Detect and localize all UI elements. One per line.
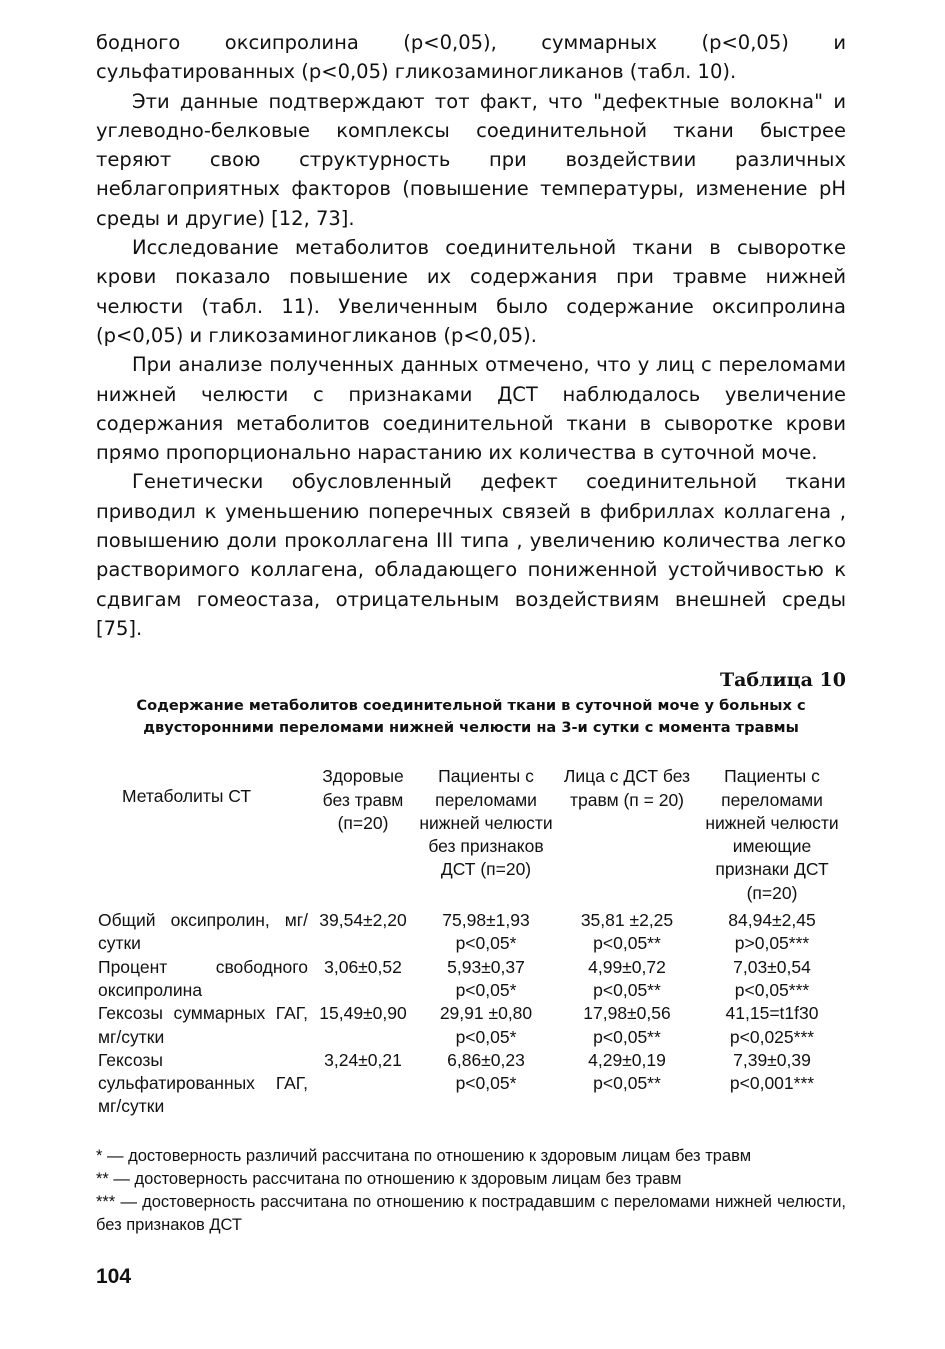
paragraph-defective-fibers: Эти данные подтверждают тот факт, что "дефектные волокна" и углеводно-белковые комплексы соединительной ткани быстрее теряют свою структурность при воздействии различных неблагоприятных факторов (повышение температуры, изменение рН среды и другие) [12, 73]. bbox=[96, 89, 846, 230]
cell-p-value: р<0,05*** bbox=[734, 979, 810, 1000]
cell-value: 4,99±0,72 bbox=[588, 956, 666, 977]
cell-p-value: р<0,05* bbox=[455, 1026, 517, 1047]
footnotes bbox=[96, 1145, 846, 1237]
table-cell bbox=[416, 956, 556, 1003]
cell-p-value: р<0,05** bbox=[593, 979, 661, 1000]
table-cell bbox=[556, 1049, 698, 1119]
table-cell bbox=[416, 1049, 556, 1119]
table-cell bbox=[416, 1002, 556, 1049]
cell-p-value: р>0,05*** bbox=[734, 933, 810, 954]
table-cell bbox=[698, 1002, 846, 1049]
table-title: Содержание метаболитов соединительной ткани в суточной моче у больных с двусторонними переломами нижней челюсти на 3-и сутки с момента травмы bbox=[136, 697, 806, 737]
cell-value: 39,54±2,20 bbox=[319, 910, 407, 931]
table-cell bbox=[556, 909, 698, 956]
column-header: Пациенты с переломами нижней челюсти без признаков ДСТ (п=20) bbox=[419, 766, 553, 880]
table-row bbox=[96, 1002, 846, 1049]
cell-value: 75,98±1,93 bbox=[442, 910, 530, 931]
row-label: Общий оксипролин, мг/сутки bbox=[98, 910, 308, 954]
cell-value: 35,81 ±2,25 bbox=[580, 910, 674, 931]
page-content bbox=[96, 28, 846, 1289]
table-row bbox=[96, 909, 846, 956]
cell-value: 7,39±0,39 bbox=[733, 1049, 811, 1070]
footnote: ** — достоверность рассчитана по отношению к здоровым лицам без травм bbox=[96, 1169, 682, 1188]
cell-value: 84,94±2,45 bbox=[728, 910, 816, 931]
cell-value: 6,86±0,23 bbox=[447, 1049, 525, 1070]
cell-p-value: р<0,05** bbox=[593, 933, 661, 954]
column-header: Здоровые без травм (п=20) bbox=[322, 766, 404, 833]
page-number: 104 bbox=[96, 1264, 132, 1288]
cell-value: 29,91 ±0,80 bbox=[439, 1003, 533, 1024]
table-cell bbox=[310, 1049, 416, 1119]
cell-p-value: р<0,05* bbox=[455, 979, 517, 1000]
table-cell bbox=[416, 909, 556, 956]
cell-value: 41,15=t1f30 bbox=[725, 1003, 819, 1024]
table-cell bbox=[556, 956, 698, 1003]
row-label: Гексозы суммарных ГАГ, мг/сутки bbox=[98, 1003, 308, 1047]
table-cell bbox=[698, 1049, 846, 1119]
column-header: Пациенты с переломами нижней челюсти имеющие признаки ДСТ (п=20) bbox=[705, 766, 839, 903]
paragraph-continuation: бодного оксипролина (р<0,05), суммарных (р<0,05) и сульфатированных (р<0,05) гликозаминогликанов (табл. 10). bbox=[96, 31, 846, 84]
table-cell bbox=[310, 956, 416, 1003]
table-cell bbox=[310, 1002, 416, 1049]
table-header-row bbox=[96, 765, 846, 909]
cell-p-value: р<0,05** bbox=[593, 1026, 661, 1047]
table-row bbox=[96, 956, 846, 1003]
table-cell bbox=[698, 956, 846, 1003]
cell-value: 4,29±0,19 bbox=[588, 1049, 666, 1070]
cell-p-value: р<0,05* bbox=[455, 1073, 517, 1094]
table-number: Таблица 10 bbox=[719, 669, 846, 692]
paragraph-genetic-defect: Генетически обусловленный дефект соединительной ткани приводил к уменьшению поперечных связей в фибриллах коллагена , повышению доли проколлагена III типа , увеличению количества легко растворимого коллагена, обладающего пониженной устойчивостью к сдвигам гомеостаза, отрицательным воздействиям внешней среды [75]. bbox=[96, 470, 846, 640]
cell-value: 17,98±0,56 bbox=[583, 1003, 671, 1024]
table-row bbox=[96, 1049, 846, 1119]
cell-p-value: р<0,05* bbox=[455, 933, 517, 954]
cell-value: 7,03±0,54 bbox=[733, 956, 811, 977]
column-header: Метаболиты СТ bbox=[122, 786, 252, 807]
footnote: * — достоверность различий рассчитана по отношению к здоровым лицам без травм bbox=[96, 1146, 752, 1165]
cell-value: 3,06±0,52 bbox=[324, 956, 402, 977]
cell-value: 15,49±0,90 bbox=[319, 1003, 407, 1024]
table-cell bbox=[310, 909, 416, 956]
cell-p-value: р<0,025*** bbox=[729, 1026, 815, 1047]
column-header: Лица с ДСТ без травм (п = 20) bbox=[563, 766, 691, 810]
metabolites-table bbox=[96, 765, 846, 1118]
cell-value: 5,93±0,37 bbox=[447, 956, 525, 977]
paragraph-analysis: При анализе полученных данных отмечено, что у лиц с переломами нижней челюсти с признаками ДСТ наблюдалось увеличение содержания метаболитов соединительной ткани в сыворотке крови прямо пропорционально нарастанию их количества в суточной моче. bbox=[96, 353, 846, 465]
row-label: Процент свободного оксипролина bbox=[98, 956, 308, 1000]
table-cell bbox=[698, 909, 846, 956]
paragraph-serum-study: Исследование метаболитов соединительной ткани в сыворотке крови показало повышение их содержания при травме нижней челюсти (табл. 11). Увеличенным было содержание оксипролина (р<0,05) и гликозаминогликанов (р<0,05). bbox=[96, 236, 846, 347]
cell-p-value: р<0,05** bbox=[593, 1073, 661, 1094]
table-cell bbox=[556, 1002, 698, 1049]
row-label: Гексозы сульфатированных ГАГ, мг/сутки bbox=[98, 1049, 308, 1117]
cell-p-value: р<0,001*** bbox=[729, 1073, 815, 1094]
cell-value: 3,24±0,21 bbox=[324, 1049, 402, 1070]
footnote: *** — достоверность рассчитана по отношению к пострадавшим с переломами нижней челюсти, без признаков ДСТ bbox=[96, 1192, 846, 1234]
